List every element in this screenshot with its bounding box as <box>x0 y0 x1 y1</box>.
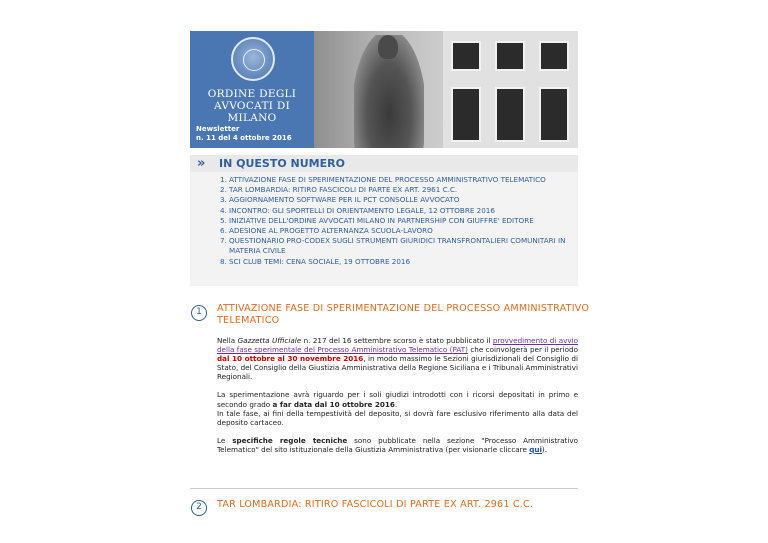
toc-item-text: QUESTIONARIO PRO-CODEX SUGLI STRUMENTI GIURIDICI TRANSFRONTALIERI COMUNITARI IN MATERIA CIVILE <box>229 236 566 256</box>
org-name-line2: AVVOCATI DI MILANO <box>213 100 291 124</box>
toc-item-number: 5. <box>220 215 227 225</box>
article-title <box>217 303 589 327</box>
toc-panel <box>190 172 578 286</box>
text-run: . <box>394 399 398 409</box>
text-run: n. 217 del 16 settembre scorso è stato pubblicato il <box>301 336 493 345</box>
building-window <box>495 41 525 71</box>
article-divider <box>190 488 578 489</box>
building-window <box>539 41 569 71</box>
toc-item-number: 1. <box>220 175 227 184</box>
highlight-date-range: dal 10 ottobre al 30 novembre 2016 <box>217 354 364 364</box>
toc-item-text: INCONTRO: GLI SPORTELLI DI ORIENTAMENTO LEGALE, 12 OTTOBRE 2016 <box>229 205 495 215</box>
toc-item-number: 2. <box>220 185 227 195</box>
article-title-line2: TELEMATICO <box>217 315 280 326</box>
article-title-line1: ATTIVAZIONE FASE DI SPERIMENTAZIONE DEL PROCESSO AMMINISTRATIVO <box>217 303 590 314</box>
article-paragraph <box>217 436 578 454</box>
toc-item[interactable] <box>220 236 570 256</box>
toc-item-text: SCI CLUB TEMI: CENA SOCIALE, 19 OTTOBRE 2016 <box>229 256 411 266</box>
qui-link[interactable]: qui <box>529 444 542 454</box>
building-window <box>539 87 569 142</box>
text-run: Nella <box>217 336 238 345</box>
article-title: TAR LOMBARDIA: RITIRO FASCICOLI DI PARTE EX ART. 2961 C.C. <box>217 499 534 510</box>
building-window <box>451 41 481 71</box>
text-run: La sperimentazione avrà riguardo per i soli giudizi introdotti con i ricorsi depositati in primo e secondo grado <box>217 390 578 409</box>
header-banner <box>190 31 578 148</box>
toc-item-text: TAR LOMBARDIA: RITIRO FASCICOLI DI PARTE EX ART. 2961 C.C. <box>229 185 458 195</box>
toc-title: IN QUESTO NUMERO <box>219 157 345 170</box>
text-italic: Gazzetta Ufficiale <box>237 336 302 345</box>
article-paragraph <box>217 390 578 426</box>
toc-item-number: 3. <box>220 195 227 205</box>
toc-list <box>220 175 570 267</box>
toc-item[interactable] <box>220 216 570 226</box>
text-bold: specifiche regole tecniche <box>232 435 348 445</box>
text-run: , in modo massimo le Sezioni giurisdizionali del Consiglio di Stato, del Consiglio della Giustizia Amministrativa della Regione Siciliana e i Tribunali Amministrativi Regionali. <box>217 354 578 382</box>
article-paragraph <box>217 336 578 381</box>
chevron-right-icon: » <box>197 156 206 171</box>
article-number-badge: 2 <box>191 500 207 516</box>
toc-item-number: 4. <box>220 205 227 215</box>
toc-item-text: ATTIVAZIONE FASE DI SPERIMENTAZIONE DEL PROCESSO AMMINISTRATIVO TELEMATICO <box>229 175 546 184</box>
text-bold: a far data dal 10 ottobre 2016 <box>272 399 395 409</box>
org-name <box>194 88 310 124</box>
article-number-badge: 1 <box>191 305 207 321</box>
toc-item[interactable] <box>220 206 570 216</box>
org-name-line1: ORDINE DEGLI <box>207 88 297 100</box>
text-run: sono pubblicate nella sezione "Processo Amministrativo Telematico" del sito istituzionale della Giustizia Amministrativa (per visionarle cliccare <box>217 435 578 454</box>
text-run: che coinvolgerà per il periodo <box>467 345 578 355</box>
provvedimento-link[interactable]: provvedimento di avvio della fase sperimentale del Processo Amministrativo Telematico (PAT) <box>217 336 579 355</box>
toc-item-text: ADESIONE AL PROGETTO ALTERNANZA SCUOLA-LAVORO <box>229 226 433 236</box>
toc-item-number: 6. <box>220 226 227 236</box>
building-window <box>495 87 525 142</box>
text-run: In tale fase, ai fini della tempestività del deposito, si dovrà fare esclusivo riferimento alla data del deposito cartaceo. <box>217 408 578 427</box>
article-body <box>217 336 578 463</box>
header-brand-panel <box>190 31 314 148</box>
toc-item-text: INIZIATIVE DELL'ORDINE AVVOCATI MILANO IN PARTNERSHIP CON GIUFFRE' EDITORE <box>229 215 534 225</box>
toc-header <box>190 155 578 172</box>
toc-item-number: 7. <box>220 236 227 246</box>
building-window <box>451 87 481 142</box>
newsletter-info <box>196 125 292 143</box>
toc-item[interactable] <box>220 175 570 185</box>
toc-item[interactable] <box>220 185 570 195</box>
toc-item-text: AGGIORNAMENTO SOFTWARE PER IL PCT CONSOLLE AVVOCATO <box>229 195 460 205</box>
newsletter-label: Newsletter <box>196 125 240 133</box>
toc-item[interactable] <box>220 226 570 236</box>
toc-item[interactable] <box>220 257 570 267</box>
statue-head <box>378 35 398 59</box>
toc-item-number: 8. <box>220 256 227 266</box>
header-photo <box>314 31 578 148</box>
seal-icon <box>231 37 275 81</box>
text-run: ). <box>541 444 548 454</box>
toc-item[interactable] <box>220 195 570 205</box>
building-facade <box>443 31 578 148</box>
text-run: Le <box>217 435 233 445</box>
newsletter-issue: n. 11 del 4 ottobre 2016 <box>196 134 292 142</box>
